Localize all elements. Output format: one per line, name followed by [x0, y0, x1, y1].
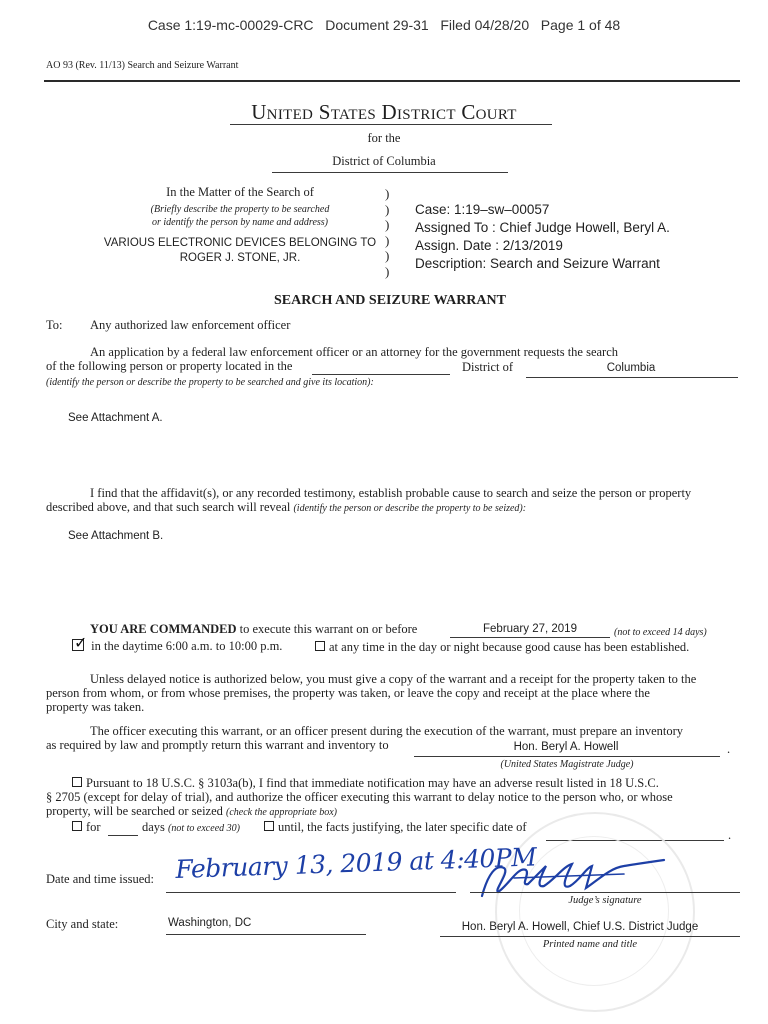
city-label: City and state:: [46, 917, 119, 931]
inventory-period: .: [727, 742, 731, 756]
case-assign-date: Assign. Date : 2/13/2019: [415, 238, 563, 253]
inventory-line-1: The officer executing this warrant, or an officer present during the execution of the warrant, must prepare an inventory: [90, 724, 684, 738]
finding-hint: (identify the person or describe the property to be seized):: [293, 503, 527, 514]
city-value: Washington, DC: [168, 917, 252, 929]
signature-rule: [470, 892, 740, 893]
delay-until-checkbox[interactable]: [264, 821, 274, 831]
delay-line-2: § 2705 (except for delay of trial), and authorize the officer executing this warrant to delay notice to the person who, or whose: [46, 790, 673, 804]
printed-name-caption: Printed name and title: [542, 939, 638, 950]
daytime-checkbox[interactable]: [72, 633, 88, 652]
application-district-rule: [526, 377, 738, 378]
finding-line-2: [46, 500, 526, 515]
delay-days-label: days: [142, 820, 165, 834]
attachment-a: See Attachment A.: [68, 412, 163, 424]
attachment-b: See Attachment B.: [68, 530, 164, 542]
judge-printed-name: Hon. Beryl A. Howell, Chief U.S. District Judge: [461, 921, 699, 933]
delay-until-option: [264, 820, 527, 835]
application-district-value: Columbia: [606, 362, 656, 374]
notice-line-3: property was taken.: [46, 700, 145, 714]
application-line-2: of the following person or property located in the: [46, 359, 293, 373]
daytime-option: [72, 633, 283, 654]
delay-until-label: until, the facts justifying, the later specific date of: [278, 820, 527, 834]
command-date: February 27, 2019: [483, 623, 577, 635]
court-title-rule: [230, 124, 552, 125]
issued-handwritten: February 13, 2019 at 4:40PM: [174, 842, 537, 884]
filing-header: Case 1:19-mc-00029-CRC Document 29-31 Filed 04/28/20 Page 1 of 48: [147, 17, 621, 33]
signature-caption: Judge’s signature: [568, 895, 642, 906]
to-label: To:: [46, 318, 63, 332]
finding-line-2-text: described above, and that such search will reveal: [46, 500, 291, 514]
issued-rule: [166, 892, 456, 893]
delay-line-1: [72, 776, 659, 791]
court-for-the: for the: [367, 131, 401, 145]
case-assigned: Assigned To : Chief Judge Howell, Beryl A.: [415, 220, 670, 235]
printed-name-rule: [440, 936, 740, 937]
to-text: Any authorized law enforcement officer: [90, 318, 291, 332]
daytime-label: in the daytime 6:00 a.m. to 10:00 p.m.: [91, 639, 283, 653]
command-text: to execute this warrant on or before: [239, 622, 418, 636]
inventory-line-2: as required by law and promptly return this warrant and inventory to: [46, 738, 389, 752]
delay-for-option: [72, 820, 101, 835]
anytime-label: at any time in the day or night because good cause has been established.: [329, 640, 690, 654]
delay-line-3-text: property, will be searched or seized: [46, 804, 223, 818]
delay-for-checkbox[interactable]: [72, 821, 82, 831]
anytime-option: [315, 640, 689, 655]
finding-line-1: I find that the affidavit(s), or any recorded testimony, establish probable cause to search and seize the person or property: [90, 486, 692, 500]
notice-line-1: Unless delayed notice is authorized below, you must give a copy of the warrant and a receipt for the property taken to the: [90, 672, 697, 686]
caption-parentheses: ) ) ) ) ) ): [385, 186, 390, 279]
delay-line-1-text: Pursuant to 18 U.S.C. § 3103a(b), I find that immediate notification may have an adverse result listed in 18 U.S.C.: [86, 776, 659, 790]
inventory-judge: Hon. Beryl A. Howell: [513, 741, 619, 753]
application-district-label: District of: [462, 360, 514, 374]
city-rule: [166, 934, 366, 935]
form-top-rule: [44, 80, 740, 82]
anytime-checkbox[interactable]: [315, 641, 325, 651]
application-location-blank: [312, 374, 450, 375]
court-district-rule: [272, 172, 508, 173]
command-line: [90, 622, 417, 637]
matter-hint-1: (Briefly describe the property to be searched: [150, 204, 330, 215]
issued-label: Date and time issued:: [46, 872, 154, 886]
delay-checkbox[interactable]: [72, 777, 82, 787]
case-number: Case: 1:19–sw–00057: [415, 202, 550, 217]
judge-signature: [474, 856, 674, 900]
form-identifier: AO 93 (Rev. 11/13) Search and Seizure Warrant: [46, 60, 239, 71]
delay-days-hint: (not to exceed 30): [168, 823, 240, 834]
command-date-rule: [450, 637, 610, 638]
inventory-judge-rule: [414, 756, 720, 757]
delay-line-3: [46, 804, 337, 819]
matter-devices-1: VARIOUS ELECTRONIC DEVICES BELONGING TO: [103, 237, 377, 249]
matter-title: In the Matter of the Search of: [166, 185, 314, 199]
delay-for-label: for: [86, 820, 101, 834]
application-hint: (identify the person or describe the property to be searched and give its location):: [46, 377, 374, 388]
delay-days-blank: [108, 835, 138, 836]
delay-period: .: [728, 828, 732, 842]
warrant-title: SEARCH AND SEIZURE WARRANT: [274, 293, 506, 308]
notice-line-2: person from whom, or from whose premises, the property was taken, or leave the copy and receipt at the place where the: [46, 686, 650, 700]
delay-days: [142, 820, 240, 835]
court-title: United States District Court: [251, 100, 517, 124]
case-description: Description: Search and Seizure Warrant: [415, 256, 660, 271]
command-note: (not to exceed 14 days): [614, 627, 707, 638]
application-line-1: An application by a federal law enforcement officer or an attorney for the government requests the search: [90, 345, 619, 359]
matter-hint-2: or identify the person by name and address): [152, 217, 328, 228]
command-bold: YOU ARE COMMANDED: [90, 622, 237, 636]
matter-devices-2: ROGER J. STONE, JR.: [179, 252, 301, 264]
inventory-caption: (United States Magistrate Judge): [500, 759, 634, 770]
delay-line-3-hint: (check the appropriate box): [226, 807, 338, 818]
court-district: District of Columbia: [332, 154, 436, 168]
checkmark-icon: ✓: [74, 633, 88, 652]
